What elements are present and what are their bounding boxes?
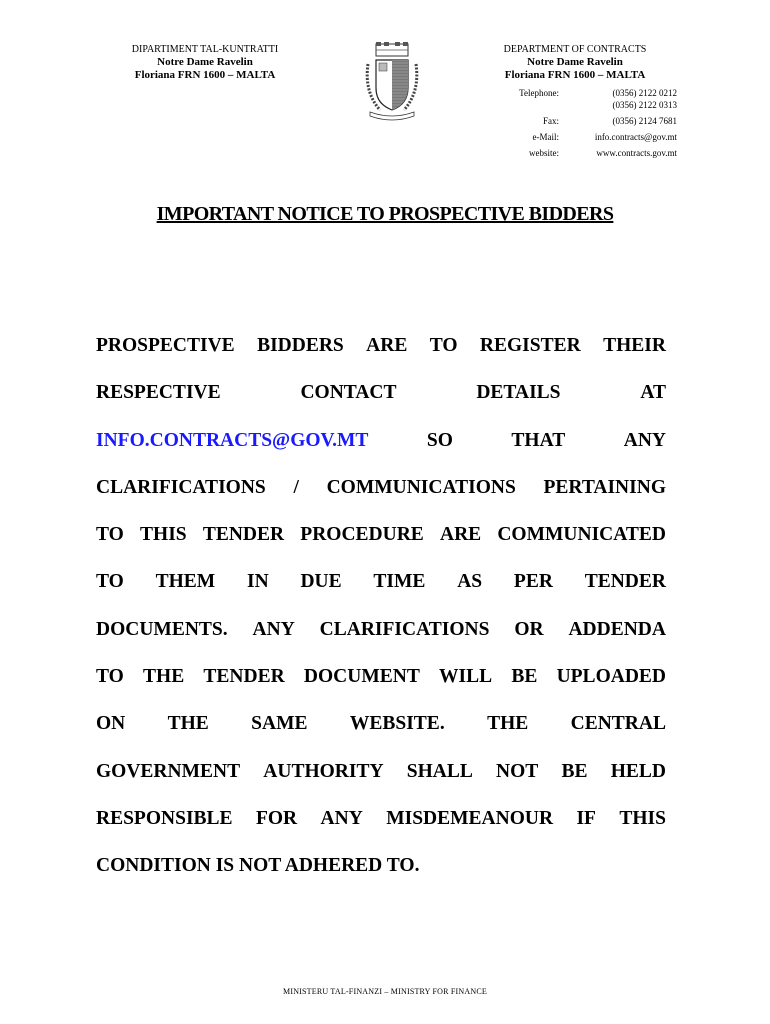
notice-word: DOCUMENT bbox=[303, 666, 420, 688]
notice-word: TO bbox=[96, 524, 124, 546]
notice-line bbox=[96, 653, 666, 700]
address-line-maltese: Notre Dame Ravelin bbox=[157, 56, 253, 68]
notice-word: CLARIFICATIONS bbox=[96, 476, 266, 498]
notice-line bbox=[96, 795, 666, 842]
notice-word: BE bbox=[511, 666, 538, 688]
telephone-label: Telephone: bbox=[519, 88, 559, 98]
notice-line bbox=[96, 322, 666, 369]
notice-word: TENDER bbox=[203, 666, 285, 688]
contact-details bbox=[480, 87, 677, 159]
notice-word: DETAILS bbox=[476, 382, 561, 404]
notice-word: SHALL bbox=[406, 760, 473, 782]
notice-word: CLARIFICATIONS bbox=[319, 618, 490, 640]
website-label: website: bbox=[529, 148, 559, 158]
notice-line bbox=[96, 748, 666, 795]
website-url[interactable]: www.contracts.gov.mt bbox=[596, 148, 677, 158]
notice-word: ON bbox=[96, 713, 126, 735]
notice-word: TO bbox=[429, 335, 458, 356]
notice-word: IN bbox=[246, 571, 269, 593]
notice-word: OR bbox=[514, 618, 544, 640]
notice-word: THIS bbox=[140, 524, 187, 546]
email-label: e-Mail: bbox=[532, 132, 559, 142]
notice-word: UPLOADED bbox=[556, 666, 666, 688]
notice-line bbox=[96, 417, 666, 464]
notice-line bbox=[96, 700, 666, 747]
notice-word: MISDEMEANOUR bbox=[386, 807, 554, 829]
notice-word: ADDENDA bbox=[568, 618, 666, 640]
notice-word: PERTAINING bbox=[543, 476, 666, 498]
notice-word: ANY bbox=[320, 807, 363, 829]
notice-body bbox=[96, 322, 666, 890]
notice-word: COMMUNICATIONS bbox=[326, 476, 516, 498]
notice-line bbox=[96, 842, 666, 889]
notice-word: REGISTER bbox=[479, 335, 581, 356]
notice-word: NOT bbox=[496, 760, 539, 782]
notice-word: HELD bbox=[610, 760, 666, 782]
fax-label: Fax: bbox=[542, 116, 559, 126]
city-line-english: Floriana FRN 1600 – MALTA bbox=[504, 69, 646, 81]
telephone-number-1: (0356) 2122 0212 bbox=[612, 88, 677, 98]
notice-line bbox=[96, 464, 666, 511]
notice-word: THEM bbox=[155, 571, 216, 593]
notice-word: GOVERNMENT bbox=[96, 760, 241, 782]
notice-word: ANY bbox=[252, 618, 295, 640]
notice-word: WEBSITE. bbox=[349, 713, 445, 735]
notice-word: TENDER bbox=[202, 524, 285, 546]
notice-word: RESPECTIVE bbox=[96, 382, 221, 404]
notice-word: BE bbox=[561, 760, 588, 782]
notice-word: ARE bbox=[439, 524, 482, 546]
telephone-number-2: (0356) 2122 0313 bbox=[612, 100, 677, 110]
notice-word: THE bbox=[487, 713, 529, 735]
header-english-block bbox=[470, 43, 680, 82]
notice-word: WILL bbox=[439, 666, 493, 688]
notice-word: CONDITION IS NOT ADHERED TO. bbox=[96, 855, 420, 877]
notice-word: THIS bbox=[619, 807, 666, 829]
notice-word: TO bbox=[96, 571, 124, 593]
email-address[interactable]: info.contracts@gov.mt bbox=[594, 132, 677, 142]
header-maltese-block bbox=[105, 43, 305, 82]
notice-word: THE bbox=[167, 713, 209, 735]
notice-word: CONTACT bbox=[300, 382, 397, 404]
malta-coat-of-arms-logo bbox=[362, 40, 422, 122]
notice-word: TIME bbox=[373, 571, 426, 593]
notice-word: ARE bbox=[366, 335, 408, 356]
notice-word: / bbox=[293, 476, 299, 498]
notice-word: RESPONSIBLE bbox=[96, 807, 233, 829]
notice-word: PROCEDURE bbox=[300, 524, 424, 546]
notice-word: BIDDERS bbox=[257, 335, 344, 356]
notice-word: PER bbox=[513, 571, 553, 593]
notice-title: IMPORTANT NOTICE TO PROSPECTIVE BIDDERS bbox=[156, 203, 614, 225]
contact-email-link[interactable]: INFO.CONTRACTS@GOV.MT bbox=[96, 429, 369, 451]
notice-word: DOCUMENTS. bbox=[96, 618, 228, 640]
notice-word: TO bbox=[96, 666, 124, 688]
notice-line bbox=[96, 511, 666, 558]
notice-word: THEIR bbox=[603, 335, 666, 356]
notice-word: IF bbox=[576, 807, 596, 829]
notice-word: ANY bbox=[623, 429, 666, 451]
notice-word: COMMUNICATED bbox=[497, 524, 666, 546]
department-name-maltese: DIPARTIMENT TAL-KUNTRATTI bbox=[131, 44, 279, 55]
notice-word: FOR bbox=[255, 807, 298, 829]
notice-word: AT bbox=[640, 382, 666, 404]
notice-line bbox=[96, 558, 666, 605]
notice-word: SO bbox=[426, 429, 453, 451]
notice-word: CENTRAL bbox=[570, 713, 666, 735]
notice-word: THE bbox=[143, 666, 185, 688]
city-line-maltese: Floriana FRN 1600 – MALTA bbox=[134, 69, 276, 81]
notice-word: AS bbox=[457, 571, 483, 593]
notice-word: PROSPECTIVE bbox=[96, 335, 235, 356]
ministry-footer: MINISTERU TAL-FINANZI – MINISTRY FOR FINANCE bbox=[283, 987, 487, 996]
notice-line bbox=[96, 606, 666, 653]
notice-word: SAME bbox=[251, 713, 308, 735]
notice-line bbox=[96, 369, 666, 416]
fax-number: (0356) 2124 7681 bbox=[612, 116, 677, 126]
notice-word: THAT bbox=[511, 429, 566, 451]
address-line-english: Notre Dame Ravelin bbox=[527, 56, 623, 68]
notice-word: DUE bbox=[300, 571, 342, 593]
department-name-english: DEPARTMENT OF CONTRACTS bbox=[503, 44, 647, 55]
notice-word: TENDER bbox=[584, 571, 666, 593]
notice-word: AUTHORITY bbox=[263, 760, 384, 782]
